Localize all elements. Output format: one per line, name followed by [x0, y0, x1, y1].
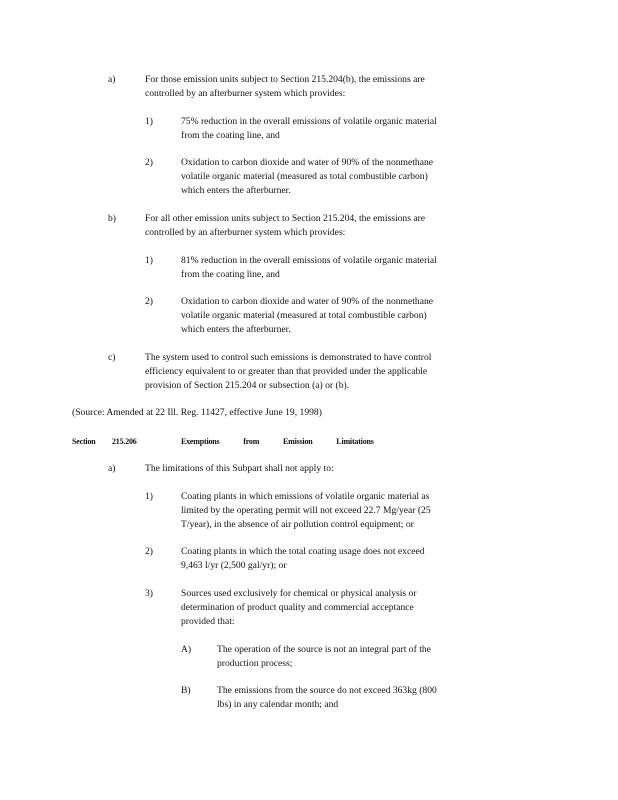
text-line: 75% reduction in the overall emissions of volatile organic material: [181, 116, 437, 127]
text-line: efficiency equivalent to or greater than that provided under the applicable: [145, 366, 428, 377]
text-line: controlled by an afterburner system which provides:: [145, 88, 346, 99]
text-line: The system used to control such emissions is demonstrated to have control: [145, 352, 432, 363]
text-line: which enters the afterburner.: [181, 324, 291, 335]
text-line: 81% reduction in the overall emissions of volatile organic material: [181, 255, 437, 266]
item-label: B): [181, 685, 191, 696]
text-line: Coating plants in which the total coating usage does not exceed: [181, 546, 425, 557]
text-line: lbs) in any calendar month; and: [217, 699, 339, 710]
paragraph: [181, 295, 496, 337]
item-label: 1): [145, 491, 153, 502]
text-line: from the coating line, and: [181, 130, 280, 141]
text-line: from the coating line, and: [181, 269, 280, 280]
paragraph: [145, 351, 500, 393]
text-line: Coating plants in which emissions of volatile organic material as: [181, 491, 430, 502]
item-label: 2): [145, 546, 153, 557]
paragraph: [181, 545, 496, 573]
text-line: provision of Section 215.204 or subsection (a) or (b).: [145, 380, 350, 391]
section-word: Section: [72, 437, 96, 446]
paragraph: [217, 643, 497, 671]
text-line: 9,463 l/yr (2,500 gal/yr); or: [181, 560, 287, 571]
paragraph: [217, 684, 497, 712]
text-line: The operation of the source is not an integral part of the: [217, 644, 431, 655]
item-label: 2): [145, 157, 153, 168]
text-line: Oxidation to carbon dioxide and water of 90% of the nonmethane: [181, 157, 434, 168]
section-title: Exemptions from Emission Limitations: [181, 437, 374, 446]
text-line: The emissions from the source do not exceed 363kg (800: [217, 685, 437, 696]
item-label: b): [108, 213, 116, 224]
text-line: production process;: [217, 658, 293, 669]
paragraph: [145, 212, 495, 240]
item-label: 1): [145, 116, 153, 127]
text-line: T/year), in the absence of air pollution control equipment; or: [181, 519, 414, 530]
paragraph: [181, 587, 496, 629]
text-line: The limitations of this Subpart shall not apply to:: [145, 463, 334, 474]
text-line: Sources used exclusively for chemical or physical analysis or: [181, 588, 417, 599]
paragraph: [145, 73, 495, 101]
text-line: determination of product quality and commercial acceptance: [181, 602, 414, 613]
paragraph: [181, 490, 496, 532]
paragraph: [145, 462, 445, 476]
item-label: 2): [145, 296, 153, 307]
item-label: A): [181, 644, 192, 655]
text-line: provided that:: [181, 616, 235, 627]
item-label: a): [108, 74, 116, 85]
paragraph: [181, 254, 496, 282]
text-line: volatile organic material (measured as total combustible carbon): [181, 171, 428, 182]
paragraph: [181, 115, 496, 143]
section-number: 215.206: [112, 437, 137, 446]
item-label: 1): [145, 255, 153, 266]
text-line: which enters the afterburner.: [181, 185, 291, 196]
text-line: limited by the operating permit will not exceed 22.7 Mg/year (25: [181, 505, 431, 516]
text-line: controlled by an afterburner system which provides:: [145, 227, 346, 238]
text-line: volatile organic material (measured at total combustible carbon): [181, 310, 427, 321]
paragraph: [181, 156, 496, 198]
item-label: a): [108, 463, 116, 474]
text-line: For all other emission units subject to Section 215.204, the emissions are: [145, 213, 426, 224]
text-line: For those emission units subject to Section 215.204(b), the emissions are: [145, 74, 425, 85]
item-label: c): [108, 352, 116, 363]
text-line: Oxidation to carbon dioxide and water of 90% of the nonmethane: [181, 296, 434, 307]
item-label: 3): [145, 588, 153, 599]
source-note: (Source: Amended at 22 Ill. Reg. 11427, effective June 19, 1998): [72, 407, 322, 418]
